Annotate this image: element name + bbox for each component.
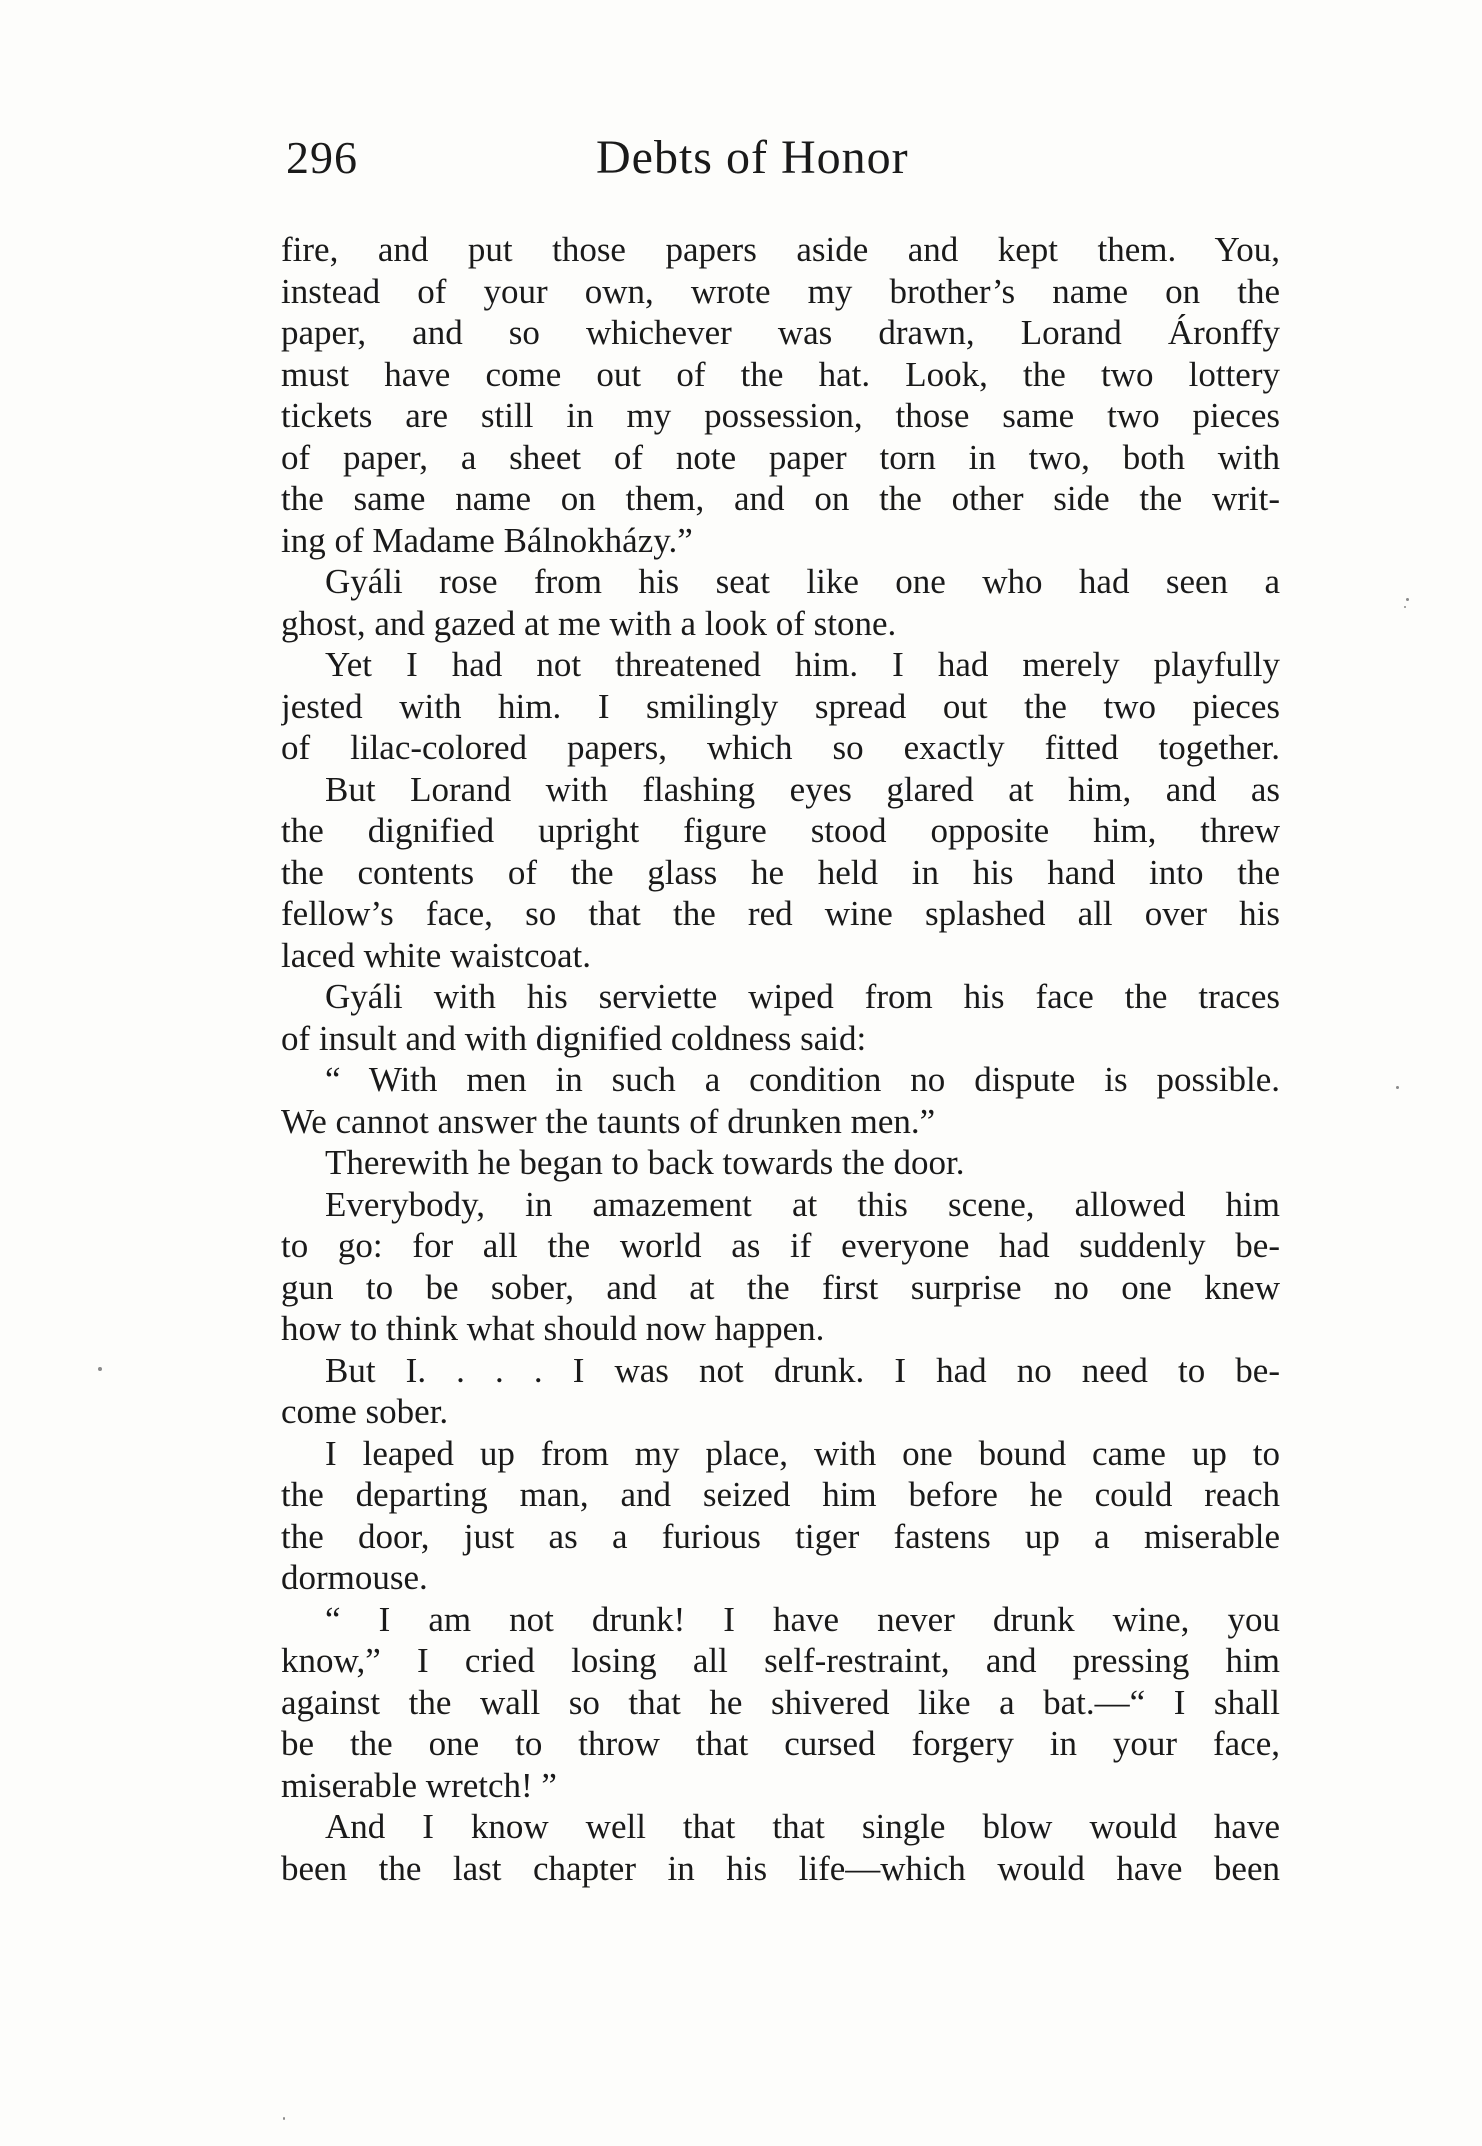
text-line: been the last chapter in his life—which would have been xyxy=(281,1848,1280,1888)
text-line: fellow’s face, so that the red wine splashed all over his xyxy=(281,894,1280,933)
text-line: instead of your own, wrote my brother’s name on the xyxy=(281,271,1280,311)
text-line: to go: for all the world as if everyone had suddenly be- xyxy=(281,1226,1280,1265)
paragraph-first-line: Gyáli rose from his seat like one who had seen a xyxy=(325,562,1280,601)
paragraph-first-line: Gyáli with his serviette wiped from his face the traces xyxy=(325,977,1280,1016)
paper-speck xyxy=(98,1367,102,1371)
text-line: of paper, a sheet of note paper torn in two, both with xyxy=(281,437,1280,477)
paper-speck xyxy=(283,2117,285,2120)
text-line: We cannot answer the taunts of drunken men.” xyxy=(281,1101,936,1141)
paragraph-first-line: But I. . . . I was not drunk. I had no need to be- xyxy=(325,1350,1280,1390)
paragraph-first-line: And I know well that that single blow would have xyxy=(325,1807,1280,1846)
text-line: be the one to throw that cursed forgery in your face, xyxy=(281,1724,1280,1763)
text-line: jested with him. I smilingly spread out the two pieces xyxy=(281,686,1280,726)
body-text xyxy=(281,229,1280,1889)
text-line: laced white waistcoat. xyxy=(281,935,592,975)
paper-speck xyxy=(1406,598,1409,601)
text-line: against the wall so that he shivered like a bat.—“ I shall xyxy=(281,1682,1280,1722)
paragraph-first-line: But Lorand with flashing eyes glared at him, and as xyxy=(325,769,1280,809)
page-number: 296 xyxy=(286,132,358,183)
text-line: paper, and so whichever was drawn, Lorand Áronffy xyxy=(281,313,1280,352)
text-line: dormouse. xyxy=(281,1558,428,1597)
text-line: know,” I cried losing all self-restraint, and pressing him xyxy=(281,1641,1280,1680)
running-title: Debts of Honor xyxy=(596,131,909,184)
text-line: miserable wretch! ” xyxy=(281,1765,557,1805)
paragraph-first-line: Therewith he began to back towards the door. xyxy=(325,1143,965,1182)
text-line: the dignified upright figure stood opposite him, threw xyxy=(281,811,1280,850)
text-line: the same name on them, and on the other side the writ- xyxy=(281,479,1280,518)
text-line: gun to be sober, and at the first surprise no one knew xyxy=(281,1267,1280,1307)
text-line: fire, and put those papers aside and kept them. You, xyxy=(281,230,1280,269)
paragraph-first-line: “ I am not drunk! I have never drunk wine, you xyxy=(325,1599,1280,1639)
paragraph-first-line: “ With men in such a condition no dispute is possible. xyxy=(325,1060,1280,1099)
text-line: the contents of the glass he held in his hand into the xyxy=(281,852,1280,892)
text-line: of lilac-colored papers, which so exactly fitted together. xyxy=(281,728,1280,767)
paragraph-first-line: I leaped up from my place, with one bound came up to xyxy=(325,1433,1280,1473)
text-line: ghost, and gazed at me with a look of stone. xyxy=(281,603,897,643)
text-line: ing of Madame Bálnokházy.” xyxy=(281,520,693,560)
paper-speck xyxy=(1396,1086,1399,1089)
paragraph-first-line: Yet I had not threatened him. I had merely playfully xyxy=(325,645,1280,684)
text-line: the departing man, and seized him before he could reach xyxy=(281,1475,1280,1514)
text-line: tickets are still in my possession, those same two pieces xyxy=(281,396,1280,435)
text-line: come sober. xyxy=(281,1392,449,1431)
paragraph-first-line: Everybody, in amazement at this scene, allowed him xyxy=(325,1184,1280,1224)
text-line: the door, just as a furious tiger fastens up a miserable xyxy=(281,1516,1280,1556)
text-line: of insult and with dignified coldness said: xyxy=(281,1018,867,1058)
paper-speck xyxy=(1404,606,1406,608)
text-line: must have come out of the hat. Look, the two lottery xyxy=(281,354,1280,394)
page-header xyxy=(286,128,1276,188)
text-line: how to think what should now happen. xyxy=(281,1309,825,1348)
